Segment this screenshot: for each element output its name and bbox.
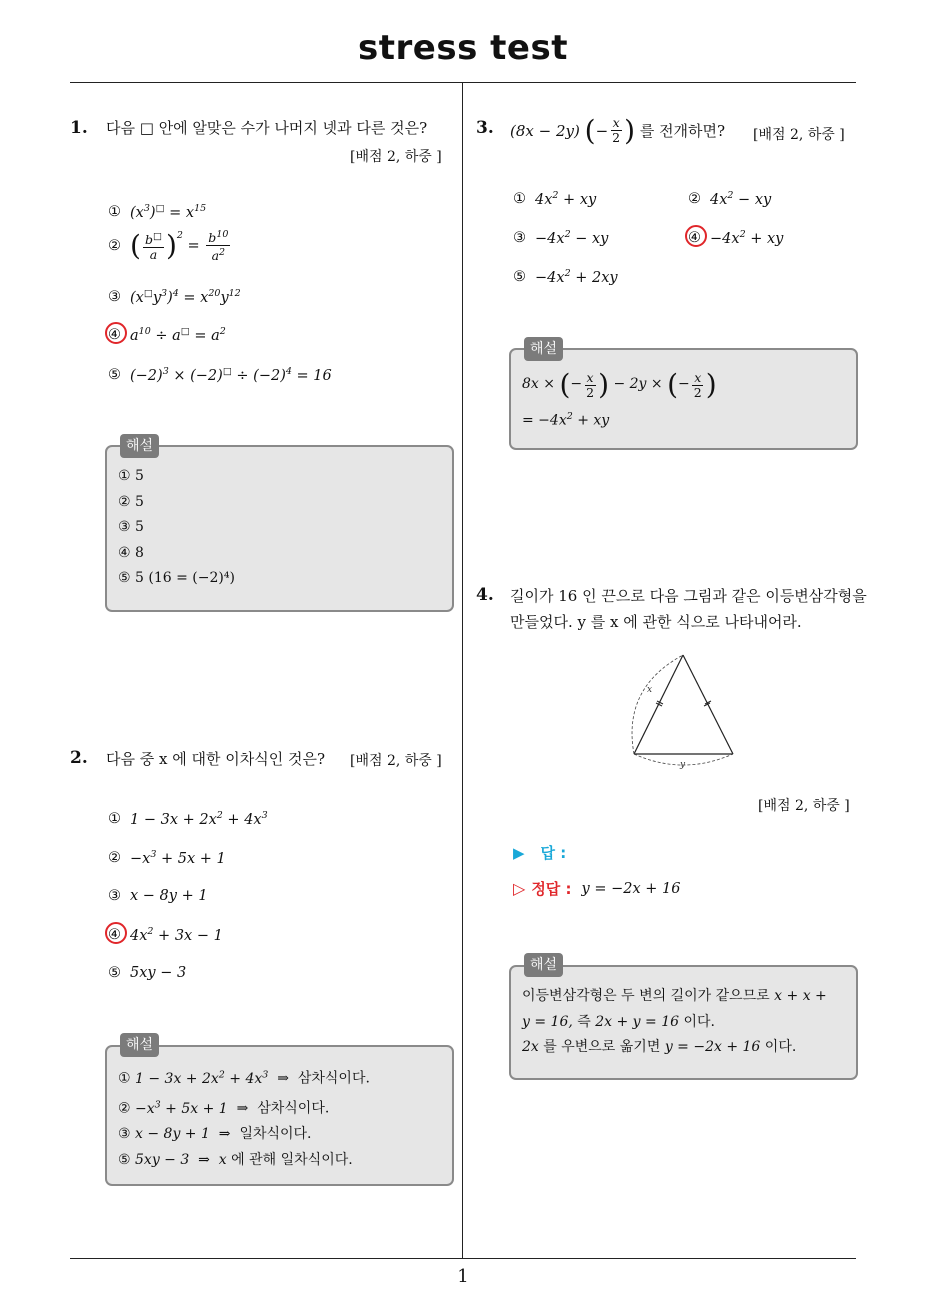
solution-content (522, 366, 717, 434)
option-text: ( $\frac{b^□}{a}$ ) $^2$ = $\frac{b^{10}}{a^2}$ (130, 228, 229, 264)
solution-part: 8x × (522, 376, 555, 393)
option-1[interactable] (108, 810, 268, 828)
option-marker: ② (108, 237, 121, 254)
solution-line: ④ 8 (118, 544, 144, 561)
score-label: [배점 2, 하중 ] (350, 149, 442, 165)
option-marker: ③ (108, 888, 121, 904)
option-marker: ① (513, 190, 526, 207)
selected-answer-circle (105, 322, 127, 344)
solution-tag: 해설 (120, 1033, 159, 1057)
correct-answer-row (513, 878, 680, 899)
option-marker: ④ (108, 926, 121, 943)
option-text: $4x^2 + 3x - 1$ (130, 926, 223, 944)
option-5[interactable] (108, 366, 332, 384)
score-label: [배점 2, 하중 ] (753, 127, 845, 143)
option-marker: ⑤ (108, 366, 121, 383)
fraction-denominator: 2 (612, 130, 621, 145)
solution-line: ② $-x^3 + 5x + 1$ ⇒ 삼차식이다. (118, 1099, 330, 1117)
question-text-line-2: 만들었다. y 를 x 에 관한 식으로 나타내어라. (510, 613, 802, 631)
isosceles-triangle-figure (620, 648, 750, 770)
score-label: [배점 2, 하중 ] (758, 798, 850, 814)
base-label: y (680, 760, 686, 770)
solution-line: ⑤ 5 (16 = (−2)⁴) (118, 570, 235, 586)
answer-arrow-icon: ▶ (513, 843, 525, 862)
fraction-numerator: x (612, 115, 620, 130)
solution-content (522, 984, 827, 1061)
option-5[interactable] (513, 268, 618, 286)
option-2[interactable] (688, 190, 771, 208)
side-label: x (647, 685, 653, 695)
solution-line: ⑤ 5xy − 3 ⇒ x 에 관해 일차식이다. (118, 1151, 353, 1168)
option-marker: ⑤ (108, 965, 121, 981)
option-text: $(x^□y^3)^4 = x^{20}y^{12}$ (130, 288, 241, 306)
solution-line: 이등변삼각형은 두 변의 길이가 같으므로 x + x + (522, 988, 827, 1004)
solution-tag: 해설 (524, 953, 563, 977)
option-text: $4x^2$ + xy (535, 190, 597, 208)
option-marker: ① (108, 203, 121, 220)
question-number: 2. (70, 748, 88, 768)
option-2[interactable] (108, 228, 232, 263)
fraction-denominator: 2 (586, 384, 595, 400)
option-marker: ④ (108, 326, 121, 343)
fraction-numerator: x (694, 369, 702, 385)
option-text: $-4x^2$ + xy (710, 229, 784, 247)
question-text: 다음 □ 안에 알맞은 수가 나머지 넷과 다른 것은? (106, 119, 428, 137)
solution-tag: 해설 (524, 337, 563, 361)
question-text: (8x − 2y) ( − $\frac{x}{2}$ ) 를 전개하면? (510, 113, 726, 147)
solution-line: ① $1 - 3x + 2x^2 + 4x^3$ ⇒ 삼차식이다. (118, 1069, 370, 1087)
option-text: $-4x^2 + 2xy$ (535, 268, 618, 286)
solution-line: = $-4x^2$ + xy (522, 411, 610, 429)
option-2[interactable] (108, 849, 226, 867)
option-text: $-4x^2$ − xy (535, 229, 609, 247)
solution-line: ③ x − 8y + 1 ⇒ 일차식이다. (118, 1126, 312, 1143)
answer-row[interactable] (513, 842, 566, 863)
solution-part: − 2y × (613, 376, 663, 393)
option-text: $(x^3)^□ = x^{15}$ (130, 203, 207, 221)
option-marker: ③ (513, 229, 526, 246)
header-rule (70, 82, 856, 83)
option-text: $a^{10} \div a^□ = a^2$ (130, 326, 226, 344)
option-text: $-x^3 + 5x + 1$ (130, 849, 226, 867)
question-number: 4. (476, 585, 494, 605)
option-1[interactable] (108, 203, 206, 221)
solution-line: y = 16, 즉 2x + y = 16 이다. (522, 1013, 715, 1030)
option-marker: ⑤ (513, 268, 526, 285)
answer-label: 답 : (540, 844, 567, 862)
selected-answer-circle (105, 922, 127, 944)
option-5[interactable] (108, 965, 186, 981)
solution-line: ① 5 (118, 468, 144, 484)
fraction-denominator: 2 (693, 384, 702, 400)
option-text: x − 8y + 1 (130, 888, 208, 904)
page-number: 1 (457, 1266, 469, 1287)
option-text: $1 - 3x + 2x^2 + 4x^3$ (130, 810, 268, 828)
selected-answer-circle (685, 225, 707, 247)
correct-arrow-icon: ▷ (513, 879, 526, 898)
option-text: 5xy − 3 (130, 965, 187, 981)
solution-content (118, 1062, 370, 1173)
correct-answer: y = −2x + 16 (581, 880, 681, 897)
footer-rule (70, 1258, 856, 1259)
solution-line: 8x × ( − $\frac{x}{2}$ ) − 2y × ( − $\frac{x}{2}$ ) (522, 368, 717, 401)
page-title: stress test (358, 28, 568, 68)
option-text: $4x^2$ − xy (710, 190, 772, 208)
expression-part: (8x − 2y) (510, 121, 580, 140)
solution-content (118, 464, 235, 592)
option-marker: ① (108, 810, 121, 827)
question-number: 3. (476, 118, 494, 138)
solution-tag: 해설 (120, 434, 159, 458)
solution-line: ② 5 (118, 493, 144, 510)
option-marker: ② (108, 849, 121, 866)
question-number: 1. (70, 118, 88, 138)
question-suffix: 를 전개하면? (639, 121, 726, 140)
question-text: 다음 중 x 에 대한 이차식인 것은? (106, 750, 325, 768)
fraction-numerator: x (586, 369, 594, 385)
option-1[interactable] (513, 190, 596, 208)
solution-line: 2x 를 우변으로 옮기면 y = −2x + 16 이다. (522, 1039, 797, 1055)
question-text-line-1: 길이가 16 인 끈으로 다음 그림과 같은 이등변삼각형을 (510, 587, 867, 605)
solution-line: ③ 5 (118, 519, 144, 535)
correct-label: 정답 : (531, 880, 572, 898)
score-label: [배점 2, 하중 ] (350, 753, 442, 769)
option-text: $(-2)^3 \times (-2)^□ \div (-2)^4 = 16$ (130, 366, 332, 384)
option-3[interactable] (108, 288, 241, 306)
option-3[interactable] (108, 888, 208, 904)
option-3[interactable] (513, 229, 608, 247)
option-marker: ④ (688, 229, 701, 246)
option-marker: ③ (108, 288, 121, 305)
column-divider (462, 83, 463, 1258)
option-marker: ② (688, 190, 701, 207)
